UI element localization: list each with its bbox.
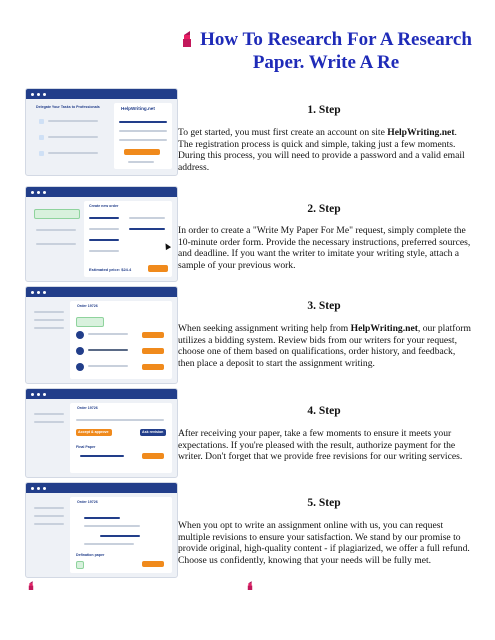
lipstick-icon bbox=[27, 580, 35, 590]
shot-2-heading: Create new order bbox=[89, 204, 119, 208]
hire-writer-button[interactable] bbox=[142, 348, 164, 354]
download-button[interactable] bbox=[142, 453, 164, 459]
screenshot-3 bbox=[25, 286, 178, 384]
step-2-heading: 2. Step bbox=[307, 203, 341, 215]
lipstick-icon bbox=[246, 580, 254, 590]
estimated-price: Estimated price: $24.4 bbox=[89, 267, 132, 272]
bids-panel bbox=[70, 301, 172, 379]
title-text: How To Research For A Research Paper. Write A Re bbox=[200, 29, 472, 73]
step-5-text: When you opt to write an assignment online with us, you can request multiple revisions to ensure your satisfaction. We stand by our promise to provide original, high-quality content - if plagiarized, we offer a full refund. Choose us confidently, knowing that your needs will be fully met. bbox=[178, 520, 470, 566]
step-1-heading: 1. Step bbox=[307, 104, 341, 116]
screenshot-2 bbox=[25, 186, 178, 282]
step-3-heading: 3. Step bbox=[307, 300, 341, 312]
page-title bbox=[176, 28, 476, 74]
step-4-heading: 4. Step bbox=[307, 405, 341, 417]
step-3-text: When seeking assignment writing help from HelpWriting.net, our platform utilizes a bidding system. Review bids from our writers for your request, choose one of them based on qualifications, order history, and feedback, then place a deposit to start the assignment writing. bbox=[178, 323, 471, 369]
shot-4-heading: Order 19726 bbox=[77, 406, 98, 410]
lipstick-icon bbox=[180, 29, 194, 47]
step-1-text: To get started, you must first create an account on site HelpWriting.net. The registration process is quick and simple, taking just a few moments. During this process, you will need to provide a password and a valid email address. bbox=[178, 127, 465, 173]
step-5-heading: 5. Step bbox=[307, 497, 341, 509]
step-4-text: After receiving your paper, take a few moments to ensure it meets your expectations. If you're pleased with the result, authorize payment for the writer. Don't forget that we provide free revisions for our writing services. bbox=[178, 428, 463, 463]
next-step-button[interactable] bbox=[148, 265, 168, 272]
final-paper-label: Final Paper bbox=[76, 445, 96, 449]
shot-3-heading: Order 19726 bbox=[77, 304, 98, 308]
step-2-text: In order to create a "Write My Paper For Me" request, simply complete the 10-minute order form. Provide the necessary instructions, preferred sources, and deadline. If you want the writer to imitate your writing style, attach a sample of your previous work. bbox=[178, 225, 471, 271]
definition-paper-label: Defination paper bbox=[76, 553, 105, 557]
shot-5-heading: Order 19726 bbox=[77, 500, 98, 504]
screenshot-5 bbox=[25, 482, 178, 578]
download-button[interactable] bbox=[142, 561, 164, 567]
ask-revision-button[interactable]: Ask revision bbox=[140, 429, 166, 436]
shot-1-brand: HelpWriting.net bbox=[121, 106, 155, 111]
accept-button[interactable]: Accept & approve bbox=[76, 429, 112, 436]
step-indicator bbox=[34, 209, 80, 219]
revision-panel bbox=[70, 497, 172, 573]
signup-panel bbox=[114, 103, 172, 169]
brand-link[interactable]: HelpWriting.net bbox=[387, 127, 455, 138]
order-panel bbox=[70, 403, 172, 473]
signup-button[interactable] bbox=[124, 149, 160, 155]
brand-link[interactable]: HelpWriting.net bbox=[350, 323, 418, 334]
shot-1-heading: Delegate Your Tasks to Professionals bbox=[36, 105, 100, 109]
screenshot-1 bbox=[25, 88, 178, 176]
screenshot-4 bbox=[25, 388, 178, 478]
order-form bbox=[84, 201, 172, 277]
